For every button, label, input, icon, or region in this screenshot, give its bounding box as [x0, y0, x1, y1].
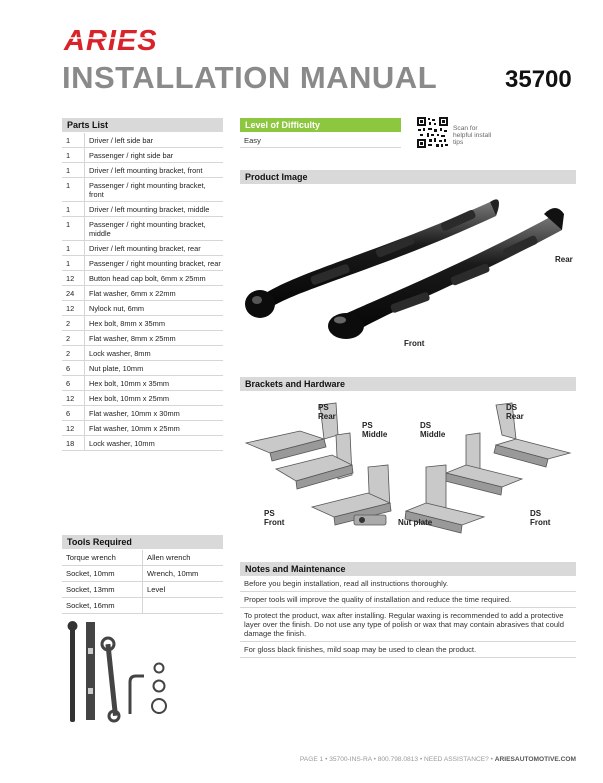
tool-item: Socket, 16mm — [62, 598, 143, 614]
parts-row — [62, 133, 223, 148]
ps-rear-label: PS Rear — [318, 403, 336, 421]
part-desc: Nylock nut, 6mm — [85, 301, 224, 316]
part-desc: Hex bolt, 8mm x 35mm — [85, 316, 224, 331]
nut-plate-icon — [354, 515, 386, 525]
parts-row — [62, 217, 223, 241]
part-qty: 1 — [62, 133, 85, 148]
part-number: 35700 — [505, 66, 572, 93]
qr-code[interactable] — [417, 117, 448, 148]
part-desc: Passenger / right mounting bracket, rear — [85, 256, 224, 271]
ps-middle-label: PS Middle — [362, 421, 388, 439]
part-qty: 1 — [62, 148, 85, 163]
tool-item: Socket, 10mm — [62, 566, 143, 582]
part-qty: 12 — [62, 301, 85, 316]
part-qty: 1 — [62, 241, 85, 256]
part-desc: Driver / left mounting bracket, front — [85, 163, 224, 178]
brackets-header: Brackets and Hardware — [240, 377, 576, 391]
footer: PAGE 1 • 35700-INS-RA • 800.798.0813 • NEED ASSISTANCE? • ARIESAUTOMOTIVE.COM — [299, 756, 576, 763]
product-image-header: Product Image — [240, 170, 576, 184]
tools-row — [62, 598, 223, 614]
part-desc: Driver / left mounting bracket, rear — [85, 241, 224, 256]
tools-row — [62, 550, 223, 566]
part-desc: Driver / left side bar — [85, 133, 224, 148]
part-desc: Nut plate, 10mm — [85, 361, 224, 376]
part-qty: 18 — [62, 436, 85, 451]
footer-phone: 800.798.0813 — [377, 756, 419, 763]
parts-row — [62, 301, 223, 316]
footer-assist: NEED ASSISTANCE? — [424, 756, 489, 763]
parts-row — [62, 406, 223, 421]
torque-wrench-icon — [68, 621, 78, 722]
part-qty: 6 — [62, 406, 85, 421]
part-qty: 6 — [62, 376, 85, 391]
part-desc: Driver / left mounting bracket, middle — [85, 202, 224, 217]
parts-row — [62, 178, 223, 202]
socket-icon — [152, 664, 166, 714]
brand-wordmark: ARIES — [64, 26, 158, 54]
level-icon — [86, 622, 95, 720]
ds-rear-label: DS Rear — [506, 403, 524, 421]
parts-row — [62, 346, 223, 361]
part-qty: 2 — [62, 331, 85, 346]
parts-row — [62, 436, 223, 451]
ds-middle-label: DS Middle — [420, 421, 446, 439]
part-desc: Flat washer, 6mm x 22mm — [85, 286, 224, 301]
note-item: Before you begin installation, read all instructions thoroughly. — [240, 579, 576, 592]
part-desc: Hex bolt, 10mm x 25mm — [85, 391, 224, 406]
tools-row — [62, 582, 223, 598]
tools-table — [62, 550, 223, 614]
parts-row — [62, 421, 223, 436]
page-title: INSTALLATION MANUAL — [62, 60, 438, 95]
allen-wrench-icon — [130, 676, 144, 714]
tools-header: Tools Required — [62, 535, 223, 549]
parts-row — [62, 361, 223, 376]
wrench-icon — [102, 638, 119, 721]
tool-item: Socket, 13mm — [62, 582, 143, 598]
parts-row — [62, 391, 223, 406]
part-qty: 1 — [62, 202, 85, 217]
part-desc: Hex bolt, 10mm x 35mm — [85, 376, 224, 391]
part-desc: Passenger / right mounting bracket, middle — [85, 217, 224, 241]
parts-row — [62, 202, 223, 217]
tools-row — [62, 566, 223, 582]
footer-page: PAGE 1 — [299, 756, 324, 763]
tool-item: Allen wrench — [143, 550, 224, 566]
parts-list-header: Parts List — [62, 118, 223, 132]
tools-illustration — [64, 618, 194, 724]
front-label: Front — [404, 339, 425, 348]
parts-row — [62, 316, 223, 331]
note-item: For gloss black finishes, mild soap may be used to clean the product. — [240, 645, 576, 658]
tool-item: Torque wrench — [62, 550, 143, 566]
part-qty: 12 — [62, 391, 85, 406]
difficulty-divider — [240, 147, 401, 148]
part-desc: Passenger / right mounting bracket, front — [85, 178, 224, 202]
ds-front-label: DS Front — [530, 509, 551, 527]
parts-row — [62, 163, 223, 178]
difficulty-header: Level of Difficulty — [240, 118, 401, 132]
part-qty: 1 — [62, 178, 85, 202]
part-desc: Flat washer, 10mm x 30mm — [85, 406, 224, 421]
part-qty: 1 — [62, 163, 85, 178]
qr-caption: Scan for helpful install tips — [453, 125, 492, 147]
nut-plate-label: Nut plate — [398, 518, 433, 527]
part-desc: Flat washer, 8mm x 25mm — [85, 331, 224, 346]
part-qty: 12 — [62, 271, 85, 286]
part-qty: 2 — [62, 316, 85, 331]
part-qty: 2 — [62, 346, 85, 361]
part-qty: 6 — [62, 361, 85, 376]
rear-side-bar — [245, 199, 499, 318]
note-item: Proper tools will improve the quality of installation and reduce the time required. — [240, 595, 576, 608]
parts-row — [62, 271, 223, 286]
notes-header: Notes and Maintenance — [240, 562, 576, 576]
product-image — [240, 186, 576, 358]
tool-item: Wrench, 10mm — [143, 566, 224, 582]
parts-list-table — [62, 133, 223, 451]
parts-row — [62, 256, 223, 271]
part-qty: 24 — [62, 286, 85, 301]
part-desc: Flat washer, 10mm x 25mm — [85, 421, 224, 436]
parts-row — [62, 148, 223, 163]
footer-doc: 35700-INS-RA — [329, 756, 372, 763]
parts-row — [62, 376, 223, 391]
tool-item: Level — [143, 582, 224, 598]
part-qty: 12 — [62, 421, 85, 436]
part-desc: Passenger / right side bar — [85, 148, 224, 163]
tool-item — [143, 598, 224, 614]
part-desc: Button head cap bolt, 6mm x 25mm — [85, 271, 224, 286]
parts-row — [62, 331, 223, 346]
part-qty: 1 — [62, 256, 85, 271]
parts-row — [62, 286, 223, 301]
parts-row — [62, 241, 223, 256]
part-desc: Lock washer, 8mm — [85, 346, 224, 361]
note-item: To protect the product, wax after installing. Regular waxing is recommended to add a protective layer over the finish. Do not use any type of polish or wax that may contain abrasives that could damage the finish. — [240, 611, 576, 642]
ps-front-label: PS Front — [264, 509, 285, 527]
footer-website-link[interactable]: ARIESAUTOMOTIVE.COM — [494, 756, 576, 763]
difficulty-value: Easy — [244, 136, 261, 145]
aries-logo — [62, 26, 212, 54]
part-qty: 1 — [62, 217, 85, 241]
rear-label: Rear — [555, 255, 573, 264]
part-desc: Lock washer, 10mm — [85, 436, 224, 451]
